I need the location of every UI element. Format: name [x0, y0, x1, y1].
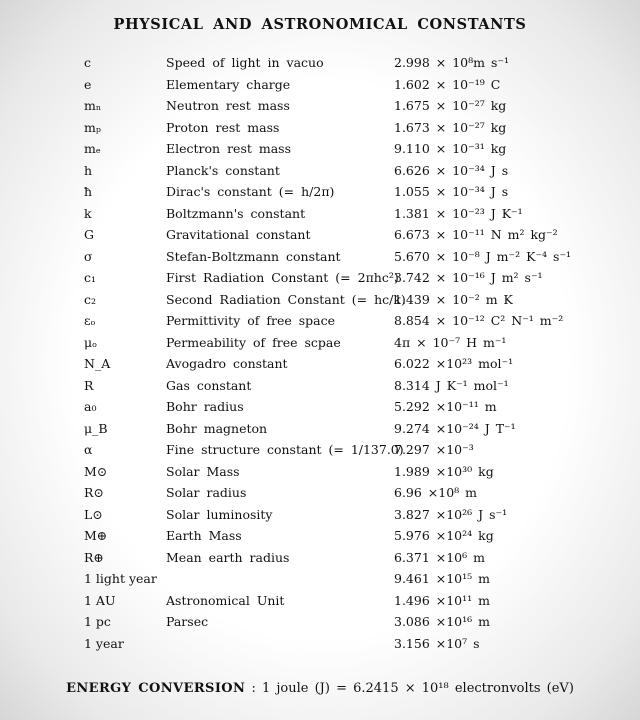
constant-name: Parsec [166, 614, 209, 629]
constant-row [0, 118, 640, 140]
constant-value: 5.670 × 10⁻⁸ J m⁻² K⁻⁴ s⁻¹ [394, 248, 572, 264]
constant-row [0, 483, 640, 505]
constant-value: 6.371 ×10⁶ m [394, 549, 485, 565]
constant-row [0, 612, 640, 634]
constant-symbol: 1 pc [84, 614, 111, 629]
constant-symbol: c₂ [84, 291, 97, 307]
constant-name: First Radiation Constant (= 2πhc²) [166, 270, 399, 285]
constant-name: Earth Mass [166, 528, 242, 543]
constant-name: Boltzmann's constant [166, 205, 306, 221]
constant-symbol: L⊙ [84, 506, 103, 522]
constant-symbol: 1 AU [84, 592, 116, 608]
constant-row [0, 139, 640, 161]
constant-name: Speed of light in vacuo [166, 55, 324, 70]
constant-name: Planck's constant [166, 162, 280, 178]
constant-symbol: M⊙ [84, 463, 108, 479]
constant-symbol: ħ [84, 184, 93, 199]
constant-symbol: R [84, 377, 94, 393]
constant-value: 5.292 ×10⁻¹¹ m [394, 399, 497, 414]
energy-conversion [0, 681, 640, 696]
constant-value: 7.297 ×10⁻³ [394, 442, 474, 457]
constant-symbol: 1 light year [84, 571, 157, 586]
constant-symbol: N_A [84, 356, 111, 371]
constant-symbol: εₒ [84, 313, 96, 328]
constant-symbol: 1 year [84, 635, 124, 651]
constant-name: Solar radius [166, 485, 247, 500]
constant-name: Electron rest mass [166, 141, 291, 156]
constant-row [0, 634, 640, 656]
constant-name: Permittivity of free space [166, 313, 335, 328]
constant-name: Solar Mass [166, 463, 240, 479]
constant-row [0, 419, 640, 441]
constant-row [0, 53, 640, 75]
constant-value: 6.96 ×10⁸ m [394, 485, 478, 500]
constant-row [0, 440, 640, 462]
constant-value: 1.439 × 10⁻² m K [394, 291, 513, 307]
constant-value: 1.055 × 10⁻³⁴ J s [394, 184, 509, 199]
constant-name: Astronomical Unit [166, 592, 285, 608]
constant-value: 3.827 ×10²⁶ J s⁻¹ [394, 506, 508, 522]
constant-row [0, 96, 640, 118]
constant-symbol: μ_B [84, 420, 108, 436]
constants-table [0, 53, 640, 655]
constant-name: Solar luminosity [166, 506, 273, 522]
constant-name: Gravitational constant [166, 227, 311, 242]
constant-name: Second Radiation Constant (= hc/k) [166, 291, 406, 307]
constant-value: 1.602 × 10⁻¹⁹ C [394, 76, 501, 92]
constant-row [0, 247, 640, 269]
energy-conversion-text: : 1 joule (J) = 6.2415 × 10¹⁸ electronvolts (eV) [251, 681, 574, 696]
constant-row [0, 204, 640, 226]
constant-row [0, 333, 640, 355]
constant-symbol: a₀ [84, 399, 97, 414]
constant-value: 8.854 × 10⁻¹² C² N⁻¹ m⁻² [394, 313, 564, 328]
constant-symbol: μₒ [84, 334, 97, 350]
constant-row [0, 376, 640, 398]
constant-row [0, 161, 640, 183]
constant-value: 1.989 ×10³⁰ kg [394, 463, 494, 479]
constant-value: 5.976 ×10²⁴ kg [394, 528, 494, 543]
constant-name: Bohr radius [166, 399, 244, 414]
constant-name: Avogadro constant [166, 356, 288, 371]
constant-name: Neutron rest mass [166, 98, 290, 113]
constant-value: 3.086 ×10¹⁶ m [394, 614, 490, 629]
constant-symbol: mₚ [84, 119, 101, 135]
constant-name: Dirac's constant (= h/2π) [166, 184, 335, 199]
constant-name: Bohr magneton [166, 420, 268, 436]
constant-value: 1.675 × 10⁻²⁷ kg [394, 98, 507, 113]
constant-row [0, 182, 640, 204]
constant-value: 2.998 × 10⁸m s⁻¹ [394, 55, 509, 70]
constant-symbol: h [84, 162, 93, 178]
constant-symbol: M⊕ [84, 528, 108, 543]
constant-value: 3.156 ×10⁷ s [394, 635, 480, 651]
constant-name: Elementary charge [166, 76, 291, 92]
energy-conversion-label: ENERGY CONVERSION [66, 681, 246, 696]
constant-symbol: c [84, 55, 92, 70]
constant-row [0, 397, 640, 419]
constant-name: Proton rest mass [166, 119, 280, 135]
constant-value: 8.314 J K⁻¹ mol⁻¹ [394, 377, 509, 393]
constant-value: 4π × 10⁻⁷ H m⁻¹ [394, 334, 507, 350]
constant-name: Gas constant [166, 377, 252, 393]
constant-row [0, 268, 640, 290]
constant-row [0, 462, 640, 484]
constant-row [0, 75, 640, 97]
constant-symbol: α [84, 442, 93, 457]
constant-symbol: mₙ [84, 98, 102, 113]
constant-name: Permeability of free scpae [166, 334, 341, 350]
constant-value: 6.626 × 10⁻³⁴ J s [394, 162, 509, 178]
constant-value: 1.496 ×10¹¹ m [394, 592, 490, 608]
constant-name: Mean earth radius [166, 549, 290, 565]
constant-value: 3.742 × 10⁻¹⁶ J m² s⁻¹ [394, 270, 543, 285]
constant-symbol: e [84, 76, 92, 92]
constant-symbol: G [84, 227, 94, 242]
constant-symbol: c₁ [84, 270, 97, 285]
constant-value: 1.381 × 10⁻²³ J K⁻¹ [394, 205, 523, 221]
constant-name: Fine structure constant (= 1/137.0) [166, 442, 404, 457]
constant-symbol: k [84, 205, 92, 221]
constant-row [0, 548, 640, 570]
constant-symbol: mₑ [84, 141, 101, 156]
constant-symbol: σ [84, 248, 93, 264]
constant-row [0, 311, 640, 333]
page-title: PHYSICAL AND ASTRONOMICAL CONSTANTS [113, 16, 527, 33]
constant-row [0, 290, 640, 312]
constant-value: 9.274 ×10⁻²⁴ J T⁻¹ [394, 420, 516, 436]
constant-row [0, 526, 640, 548]
constant-value: 1.673 × 10⁻²⁷ kg [394, 119, 507, 135]
constant-symbol: R⊕ [84, 549, 104, 565]
constant-value: 6.673 × 10⁻¹¹ N m² kg⁻² [394, 227, 558, 242]
constant-row [0, 354, 640, 376]
constant-row [0, 505, 640, 527]
constant-value: 6.022 ×10²³ mol⁻¹ [394, 356, 514, 371]
constant-symbol: R⊙ [84, 485, 104, 500]
constant-row [0, 591, 640, 613]
constant-value: 9.461 ×10¹⁵ m [394, 571, 490, 586]
constant-name: Stefan-Boltzmann constant [166, 248, 341, 264]
constant-row [0, 569, 640, 591]
constant-row [0, 225, 640, 247]
constant-value: 9.110 × 10⁻³¹ kg [394, 141, 507, 156]
